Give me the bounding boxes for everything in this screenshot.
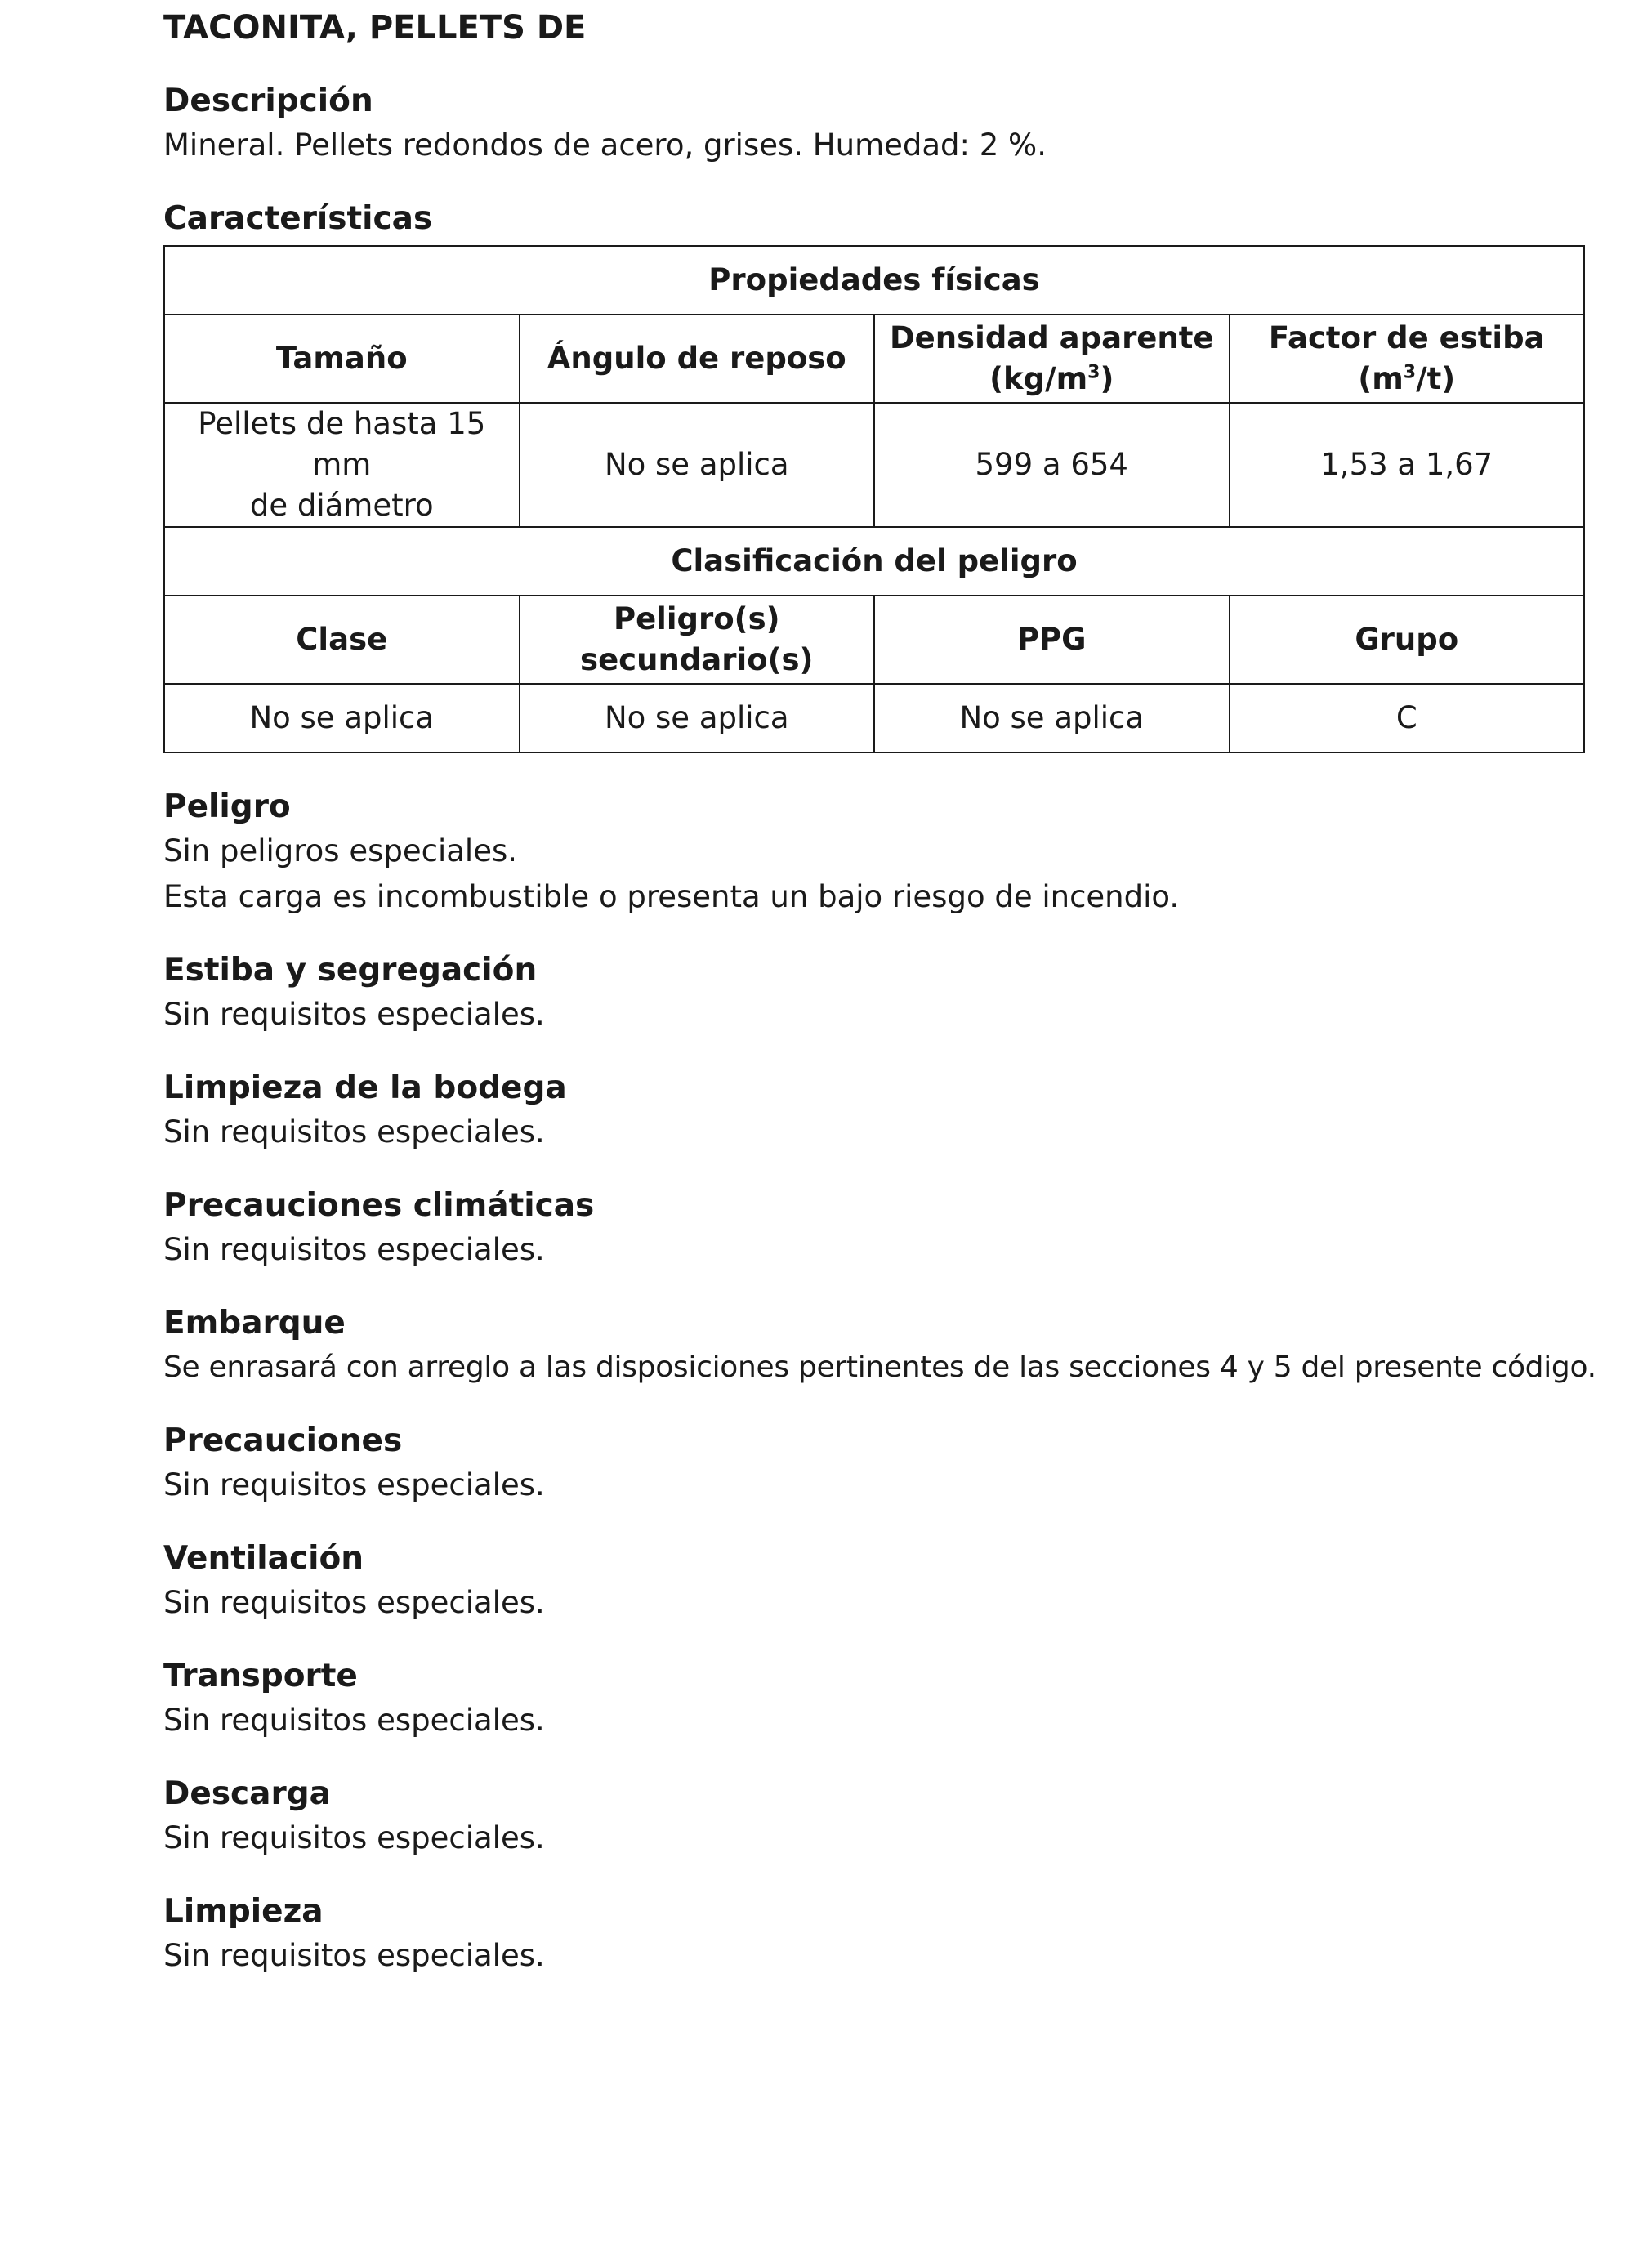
section-heading: Peligro bbox=[163, 788, 291, 825]
section-heading: Características bbox=[163, 200, 433, 237]
section-heading: Transporte bbox=[163, 1658, 358, 1694]
characteristics-table bbox=[163, 245, 1585, 753]
value-peligro-secundario: No se aplica bbox=[520, 684, 875, 752]
header-tamano: Tamaño bbox=[164, 315, 520, 403]
value-ppg: No se aplica bbox=[874, 684, 1230, 752]
section-transporte bbox=[163, 1655, 1585, 1743]
value-grupo: C bbox=[1230, 684, 1585, 752]
section-limpieza-bodega bbox=[163, 1067, 1585, 1155]
value-clase: No se aplica bbox=[164, 684, 520, 752]
document-title: TACONITA, PELLETS DE bbox=[163, 9, 587, 47]
header-factor-unit-post: /t) bbox=[1416, 361, 1456, 396]
section-caracteristicas bbox=[163, 198, 1585, 753]
section-text: Sin requisitos especiales. bbox=[163, 1467, 545, 1502]
header-factor-unit-pre: (m bbox=[1358, 361, 1404, 396]
section-heading: Precauciones climáticas bbox=[163, 1187, 595, 1224]
section-descarga bbox=[163, 1773, 1585, 1861]
section-heading: Descripción bbox=[163, 83, 373, 119]
value-tamano-line1: Pellets de hasta 15 mm bbox=[198, 406, 486, 482]
section-text: Sin requisitos especiales. bbox=[163, 1703, 545, 1738]
value-tamano bbox=[164, 403, 520, 527]
value-angulo: No se aplica bbox=[520, 403, 875, 527]
header-grupo: Grupo bbox=[1230, 596, 1585, 684]
section-text: Sin peligros especiales. bbox=[163, 833, 518, 868]
header-densidad-unit-post: ) bbox=[1100, 361, 1114, 396]
header-clase: Clase bbox=[164, 596, 520, 684]
section-heading: Precauciones bbox=[163, 1422, 403, 1459]
section-heading: Limpieza de la bodega bbox=[163, 1069, 567, 1106]
header-densidad bbox=[874, 315, 1230, 403]
header-densidad-label: Densidad aparente bbox=[889, 320, 1214, 355]
section-descripcion bbox=[163, 80, 1585, 168]
document-page bbox=[163, 0, 1596, 1979]
section-text: Sin requisitos especiales. bbox=[163, 1820, 545, 1855]
section-text: Sin requisitos especiales. bbox=[163, 1114, 545, 1150]
section-text: Esta carga es incombustible o presenta un bajo riesgo de incendio. bbox=[163, 879, 1180, 914]
section-text: Sin requisitos especiales. bbox=[163, 1938, 545, 1973]
section-limpieza bbox=[163, 1891, 1585, 1979]
value-factor: 1,53 a 1,67 bbox=[1230, 403, 1585, 527]
header-factor-label: Factor de estiba bbox=[1268, 320, 1545, 355]
value-tamano-line2: de diámetro bbox=[249, 488, 434, 523]
section-heading: Descarga bbox=[163, 1775, 331, 1812]
propiedades-title: Propiedades físicas bbox=[164, 246, 1584, 315]
section-text: Sin requisitos especiales. bbox=[163, 997, 545, 1032]
section-precauciones bbox=[163, 1420, 1585, 1508]
value-densidad: 599 a 654 bbox=[874, 403, 1230, 527]
header-factor-unit-sup: 3 bbox=[1403, 362, 1417, 383]
section-heading: Embarque bbox=[163, 1305, 346, 1342]
section-peligro bbox=[163, 786, 1585, 920]
clasificacion-title: Clasificación del peligro bbox=[164, 527, 1584, 596]
section-text: Mineral. Pellets redondos de acero, grises. Humedad: 2 %. bbox=[163, 127, 1047, 163]
header-ppg: PPG bbox=[874, 596, 1230, 684]
section-heading: Limpieza bbox=[163, 1893, 324, 1930]
header-densidad-unit-sup: 3 bbox=[1087, 362, 1100, 383]
header-peligro-secundario bbox=[520, 596, 875, 684]
section-ventilacion bbox=[163, 1538, 1585, 1626]
header-angulo: Ángulo de reposo bbox=[520, 315, 875, 403]
section-embarque bbox=[163, 1302, 1596, 1391]
section-heading: Ventilación bbox=[163, 1540, 364, 1577]
section-text: Sin requisitos especiales. bbox=[163, 1585, 545, 1620]
header-factor bbox=[1230, 315, 1585, 403]
section-estiba bbox=[163, 949, 1585, 1038]
header-peligro-line2: secundario(s) bbox=[580, 642, 814, 677]
section-precauciones-climaticas bbox=[163, 1185, 1585, 1273]
section-heading: Estiba y segregación bbox=[163, 952, 538, 989]
section-text: Se enrasará con arreglo a las disposiciones pertinentes de las secciones 4 y 5 del presente código. bbox=[163, 1351, 1596, 1384]
header-peligro-line1: Peligro(s) bbox=[613, 601, 780, 636]
section-text: Sin requisitos especiales. bbox=[163, 1232, 545, 1267]
header-densidad-unit-pre: (kg/m bbox=[989, 361, 1088, 396]
